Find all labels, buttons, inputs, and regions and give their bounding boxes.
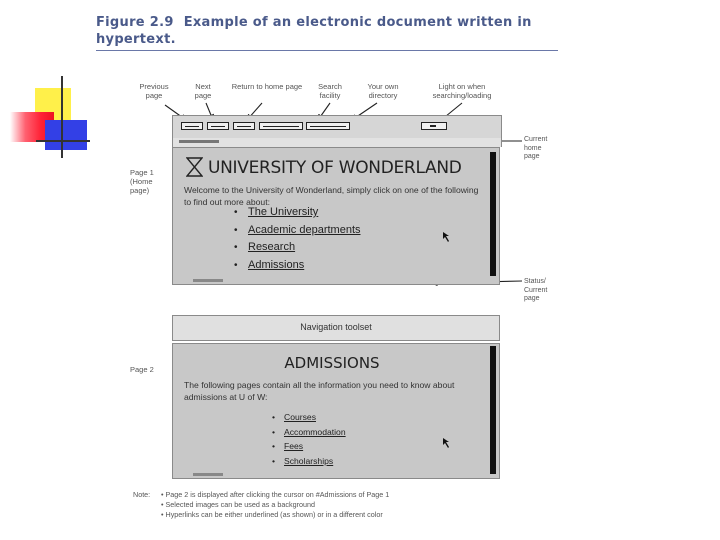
page2-title: ADMISSIONS: [284, 354, 380, 372]
cursor-icon: [442, 437, 452, 449]
label-page1-home: Page 1 (Home page): [130, 168, 154, 195]
link-fees[interactable]: Fees: [284, 441, 304, 452]
label-previous-page: Previous page: [139, 82, 169, 100]
note-item: Hyperlinks can be either underlined (as shown) or in a different color: [165, 510, 383, 519]
link-scholarships[interactable]: Scholarships: [284, 455, 334, 466]
figure-notes: Note: • Page 2 is displayed after clicking the cursor on #Admissions of Page 1 • Selected images can be used as a background • Hyperlinks can be either underlined (as shown) or in a different color: [133, 490, 390, 519]
list-item[interactable]: • Fees: [272, 441, 304, 452]
list-item[interactable]: • Scholarships: [272, 455, 334, 466]
loading-light-icon: [421, 122, 447, 130]
list-item[interactable]: • The University: [234, 206, 319, 218]
label-current-home-page: Current home page: [524, 136, 548, 160]
next-page-button[interactable]: [207, 122, 229, 130]
link-academic-departments[interactable]: Academic departments: [248, 223, 361, 236]
navigation-toolset-label: Navigation toolset: [300, 322, 372, 332]
list-item[interactable]: • Courses: [272, 412, 316, 422]
link-research[interactable]: Research: [248, 241, 296, 253]
page1-tab-strip: [172, 138, 502, 147]
list-item[interactable]: • Research: [234, 241, 296, 253]
page2-status-bar: [193, 473, 223, 476]
page1-status-bar: [193, 279, 223, 282]
page1-welcome-text: Welcome to the University of Wonderland, simply click on one of the following to find out more about:: [184, 185, 479, 207]
page1-link-list: [234, 204, 361, 274]
page1-scrollbar[interactable]: [490, 152, 496, 276]
link-courses[interactable]: Courses: [284, 412, 316, 422]
label-page2: Page 2: [130, 365, 154, 374]
list-item[interactable]: • Admissions: [234, 258, 305, 271]
page2-intro-text: The following pages contain all the information you need to know about admissions at U of W:: [184, 380, 455, 402]
note-item: Page 2 is displayed after clicking the cursor on #Admissions of Page 1: [165, 490, 390, 499]
link-the-university[interactable]: The University: [248, 206, 319, 218]
label-status-current-page: Status/ Current page: [524, 278, 548, 302]
hourglass-icon: [186, 157, 203, 177]
previous-page-button[interactable]: [181, 122, 203, 130]
directory-button[interactable]: [306, 122, 350, 130]
label-return-home: Return to home page: [231, 82, 303, 91]
label-next-page: Next page: [194, 82, 212, 100]
notes-label: Note:: [133, 490, 151, 499]
figure-number: Figure 2.9: [96, 15, 174, 30]
link-admissions[interactable]: Admissions: [248, 258, 305, 271]
label-light-loading: Light on when searching/loading: [432, 82, 492, 100]
page1-title: UNIVERSITY OF WONDERLAND: [208, 158, 462, 178]
figure-caption: Example of an electronic document written in hypertext.: [96, 15, 532, 47]
note-item: Selected images can be used as a background: [165, 500, 315, 509]
link-accommodation[interactable]: Accommodation: [284, 426, 346, 437]
list-item[interactable]: • Accommodation: [272, 426, 346, 437]
label-own-directory: Your own directory: [367, 82, 399, 100]
list-item[interactable]: • Academic departments: [234, 223, 361, 236]
page2-link-list: [272, 410, 346, 468]
cursor-icon: [442, 231, 452, 243]
label-search-facility: Search facility: [318, 82, 342, 100]
home-button[interactable]: [233, 122, 255, 130]
search-button[interactable]: [259, 122, 303, 130]
